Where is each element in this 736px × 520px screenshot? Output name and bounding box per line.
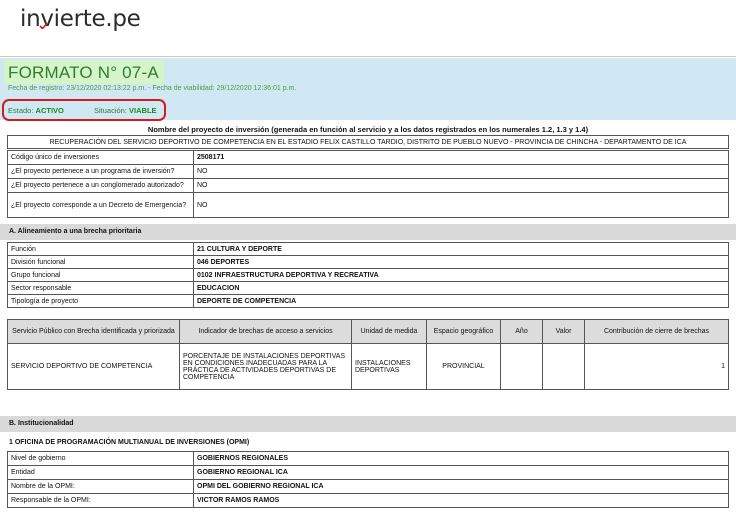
info-label: ¿El proyecto corresponde a un Decreto de Emergencia?: [8, 193, 194, 218]
registration-dates: Fecha de registro: 23/12/2020 02:13:22 p.m. - Fecha de viabilidad: 29/12/2020 12:36:01 p.m.: [8, 85, 297, 92]
project-name-table: [7, 135, 729, 149]
institution-value: OPMI DEL GOBIERNO REGIONAL ICA: [194, 480, 729, 494]
project-name-heading: Nombre del proyecto de inversión (generada en función al servicio y a los datos registrados en los numerales 1.2, 1.3 y 1.4): [147, 125, 589, 134]
alignment-label: Grupo funcional: [8, 269, 194, 282]
brecha-indicador: PORCENTAJE DE INSTALACIONES DEPORTIVAS EN CONDICIONES INADECUADAS PARA LA PRÁCTICA DE ACTIVIDADES DEPORTIVAS DE COMPETENCIA: [180, 344, 352, 390]
institution-label: Nivel de gobierno: [8, 452, 194, 466]
alignment-table: [7, 242, 729, 308]
brecha-espacio: PROVINCIAL: [427, 344, 501, 390]
situacion-label: Situación:: [94, 106, 127, 115]
brecha-valor: [543, 344, 585, 390]
institution-label: Nombre de la OPMI:: [8, 480, 194, 494]
institution-value: GOBIERNO REGIONAL ICA: [194, 466, 729, 480]
invierte-logo: [20, 6, 141, 40]
project-info-table: [7, 150, 729, 218]
alignment-value: 046 DEPORTES: [194, 256, 729, 269]
institution-label: Entidad: [8, 466, 194, 480]
alignment-value: EDUCACION: [194, 282, 729, 295]
alignment-label: División funcional: [8, 256, 194, 269]
info-value: NO: [194, 193, 729, 218]
alignment-label: Función: [8, 243, 194, 256]
brecha-header: Valor: [543, 320, 585, 344]
project-name: RECUPERACIÓN DEL SERVICIO DEPORTIVO DE COMPETENCIA EN EL ESTADIO FELIX CASTILLO TARDIO, DISTRITO DE PUEBLO NUEVO - PROVINCIA DE CHINCHA - DEPARTAMENTO DE ICA: [8, 136, 729, 149]
alignment-label: Sector responsable: [8, 282, 194, 295]
alignment-value: 21 CULTURA Y DEPORTE: [194, 243, 729, 256]
brecha-servicio: SERVICIO DEPORTIVO DE COMPETENCIA: [8, 344, 180, 390]
institution-value: GOBIERNOS REGIONALES: [194, 452, 729, 466]
opmi-title: 1 OFICINA DE PROGRAMACIÓN MULTIANUAL DE INVERSIONES (OPMI): [9, 439, 250, 446]
info-value: 2508171: [194, 151, 729, 165]
brecha-contribucion: 1: [585, 344, 729, 390]
estado-label: Estado:: [8, 106, 34, 115]
brecha-table: [7, 319, 729, 390]
institution-label: Responsable de la OPMI:: [8, 494, 194, 508]
alignment-value: 0102 INFRAESTRUCTURA DEPORTIVA Y RECREATIVA: [194, 269, 729, 282]
info-label: ¿El proyecto pertenece a un programa de inversión?: [8, 165, 194, 179]
section-a-bar: A. Alineamiento a una brecha prioritaria: [0, 224, 736, 240]
info-label: Código único de inversiones: [8, 151, 194, 165]
alignment-label: Tipología de proyecto: [8, 295, 194, 308]
institutional-table: [7, 451, 729, 508]
brecha-header: Espacio geográfico: [427, 320, 501, 344]
brecha-anio: [501, 344, 543, 390]
logo-text-suffix: vierte.pe: [40, 6, 141, 32]
situacion-value: VIABLE: [129, 106, 157, 115]
brecha-header: Indicador de brechas de acceso a servicios: [180, 320, 352, 344]
info-label: ¿El proyecto pertenece a un conglomerado autorizado?: [8, 179, 194, 193]
logo-text-prefix: in: [20, 6, 41, 32]
info-value: NO: [194, 165, 729, 179]
info-value: NO: [194, 179, 729, 193]
alignment-value: DEPORTE DE COMPETENCIA: [194, 295, 729, 308]
brecha-header: Año: [501, 320, 543, 344]
header-divider: [0, 56, 736, 57]
brecha-header: Contribución de cierre de brechas: [585, 320, 729, 344]
brecha-header: Unidad de medida: [352, 320, 427, 344]
brecha-unidad: INSTALACIONES DEPORTIVAS: [352, 344, 427, 390]
estado-value: ACTIVO: [35, 106, 64, 115]
situacion-status: [94, 106, 157, 115]
institution-value: VICTOR RAMOS RAMOS: [194, 494, 729, 508]
format-title: FORMATO N° 07-A: [8, 63, 159, 82]
brecha-header: Servicio Público con Brecha identificada y priorizada: [8, 320, 180, 344]
section-b-bar: B. Institucionalidad: [0, 416, 736, 432]
estado-status: [8, 106, 64, 115]
